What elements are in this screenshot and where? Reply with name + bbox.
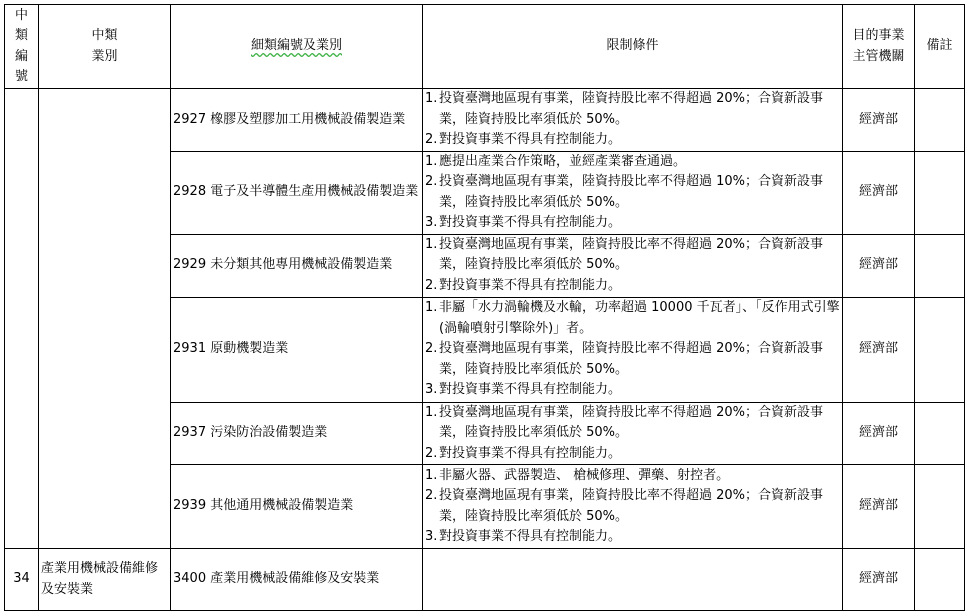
condition-item (425, 466, 840, 487)
condition-item (425, 130, 840, 151)
header-notes (915, 5, 965, 89)
notes-cell (915, 89, 965, 152)
header-notes-text: 備註 (926, 38, 953, 54)
authority-cell: 經濟部 (843, 234, 915, 297)
conditions-list (425, 466, 840, 548)
condition-text: 投資臺灣地區現有事業，陸資持股比率不得超過 20%；合資新設事業，陸資持股比率須低於 50%。 (439, 236, 824, 273)
sub-name-cell: 2931 原動機製造業 (171, 297, 423, 402)
conditions-list (425, 403, 840, 465)
conditions-cell (423, 151, 843, 234)
conditions-list (425, 235, 840, 297)
conditions-list (425, 89, 840, 151)
condition-number: 2. (425, 174, 438, 189)
condition-number: 2. (425, 341, 438, 357)
sub-name-cell: 2927 橡膠及塑膠加工用機械設備製造業 (171, 89, 423, 152)
header-conditions (423, 5, 843, 89)
condition-text: 投資臺灣地區現有事業，陸資持股比率不得超過 20%；合資新設事業，陸資持股比率須低於 50%。 (439, 404, 824, 440)
condition-number: 1. (425, 300, 438, 316)
condition-item (425, 527, 840, 548)
condition-number: 1. (425, 91, 438, 106)
conditions-cell (423, 402, 843, 465)
regulation-table (4, 4, 965, 611)
conditions-cell-empty (423, 549, 843, 611)
condition-text: 對投資事業不得具有控制能力。 (439, 132, 622, 147)
authority-cell: 經濟部 (843, 549, 915, 611)
header-sub-code (171, 5, 423, 89)
condition-text: 對投資事業不得具有控制能力。 (439, 529, 622, 544)
header-conditions-text: 限制條件 (606, 38, 659, 54)
table-row (5, 89, 965, 152)
header-sub-code-text: 細類編號及業別 (250, 38, 342, 54)
sub-name-cell: 2937 污染防治設備製造業 (171, 402, 423, 465)
condition-item (425, 486, 840, 527)
condition-number: 2. (425, 132, 438, 147)
condition-text: 對投資事業不得具有控制能力。 (439, 382, 622, 398)
mid-code-cell-empty (5, 89, 39, 549)
condition-text: 投資臺灣地區現有事業，陸資持股比率不得超過 20%；合資新設事業，陸資持股比率須低於 50%。 (439, 488, 824, 524)
conditions-cell (423, 297, 843, 402)
condition-text: 對投資事業不得具有控制能力。 (439, 215, 622, 230)
conditions-cell (423, 465, 843, 549)
condition-item (425, 403, 840, 444)
condition-number: 3. (425, 529, 438, 544)
header-mid-type (39, 5, 171, 89)
condition-text: 投資臺灣地區現有事業，陸資持股比率不得超過 10%；合資新設事業，陸資持股比率須低於 50%。 (439, 174, 824, 210)
conditions-list (425, 152, 840, 234)
condition-item (425, 172, 840, 213)
header-mid-type-line1: 中類 (91, 28, 118, 43)
notes-cell (915, 297, 965, 402)
condition-item (425, 444, 840, 465)
condition-item (425, 89, 840, 130)
mid-code-cell: 34 (5, 549, 39, 611)
condition-text: 非屬「水力渦輪機及水輪，功率超過 10000 千瓦者」、「反作用式引擎(渦輪噴射引擎除外)」者。 (439, 300, 840, 336)
header-authority (843, 5, 915, 89)
condition-item (425, 276, 840, 297)
notes-cell (915, 151, 965, 234)
authority-cell: 經濟部 (843, 465, 915, 549)
authority-cell: 經濟部 (843, 89, 915, 152)
condition-text: 對投資事業不得具有控制能力。 (439, 445, 622, 461)
condition-number: 2. (425, 277, 438, 293)
condition-number: 2. (425, 488, 438, 503)
condition-number: 2. (425, 445, 438, 461)
condition-number: 3. (425, 382, 438, 398)
condition-item (425, 152, 840, 173)
condition-item (425, 339, 840, 380)
sub-name-cell: 2928 電子及半導體生產用機械設備製造業 (171, 151, 423, 234)
sub-name-cell: 2939 其他通用機械設備製造業 (171, 465, 423, 549)
condition-item (425, 380, 840, 401)
authority-cell: 經濟部 (843, 402, 915, 465)
condition-text: 對投資事業不得具有控制能力。 (439, 277, 622, 293)
authority-cell: 經濟部 (843, 297, 915, 402)
condition-number: 1. (425, 467, 438, 483)
condition-text: 投資臺灣地區現有事業，陸資持股比率不得超過 20%；合資新設事業，陸資持股比率須低於 50%。 (439, 91, 824, 127)
header-mid-type-line2: 業別 (91, 48, 118, 64)
condition-number: 1. (425, 153, 438, 169)
header-row (5, 5, 965, 89)
authority-cell: 經濟部 (843, 151, 915, 234)
header-authority-line1: 目的事業 (852, 28, 905, 43)
sub-name-cell: 2929 未分類其他專用機械設備製造業 (171, 234, 423, 297)
conditions-cell (423, 234, 843, 297)
conditions-cell (423, 89, 843, 152)
notes-cell (915, 549, 965, 611)
sub-name-cell: 3400 產業用機械設備維修及安裝業 (171, 549, 423, 611)
header-authority-line2: 主管機關 (852, 48, 905, 64)
table-row (5, 549, 965, 611)
condition-item (425, 235, 840, 276)
mid-type-cell: 產業用機械設備維修及安裝業 (39, 549, 171, 611)
condition-text: 投資臺灣地區現有事業，陸資持股比率不得超過 20%；合資新設事業，陸資持股比率須低於 50%。 (439, 341, 824, 377)
notes-cell (915, 465, 965, 549)
condition-text: 應提出產業合作策略，並經產業審查通過。 (439, 153, 687, 169)
condition-item (425, 298, 840, 339)
mid-type-cell-empty (39, 89, 171, 549)
notes-cell (915, 402, 965, 465)
condition-text: 非屬火器、武器製造、 槍械修理、彈藥、射控者。 (439, 467, 730, 483)
condition-number: 3. (425, 215, 438, 230)
condition-number: 1. (425, 404, 438, 420)
condition-item (425, 213, 840, 234)
conditions-list (425, 298, 840, 401)
notes-cell (915, 234, 965, 297)
header-mid-code-text: 中類編號 (14, 7, 28, 84)
condition-number: 1. (425, 236, 438, 252)
header-mid-code (5, 5, 39, 89)
